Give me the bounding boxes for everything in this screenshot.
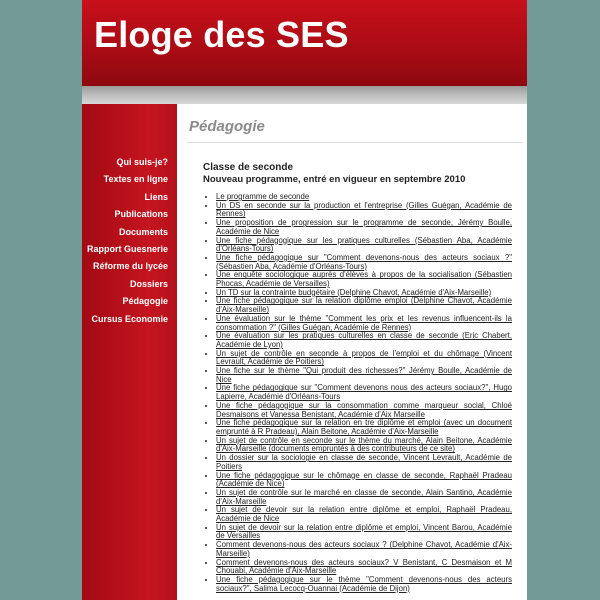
resource-link-list [203,193,512,593]
resource-link[interactable]: Un sujet de contrôle en seconde à propos de l'emploi et du chômage (Vincent Levrault, Académie de Poitiers) [216,348,512,367]
sidebar-item-pedagogie[interactable]: Pédagogie [122,296,168,307]
resource-link[interactable]: Une fiche pédagogique sur la relation en tre diplôme et emploi (avec un document emprunté à R Pradeau), Alain Beitone, Académie d'Aix-Marseille [216,418,512,436]
list-item [216,315,512,332]
resource-link[interactable]: Une fiche pédagogique sur "Comment devenons nous des acteurs sociaux?", Hugo Lapierre, Académie d'Orléans-Tours [216,383,512,402]
sidebar-nav [82,154,172,328]
resource-link[interactable]: Un TD sur la contrainte budgétaire (Delphine Chavot, Académie d'Aix-Marseille) [216,287,492,297]
list-item [216,237,512,254]
header-divider-band [82,86,527,104]
sidebar-item-qui-suis-je[interactable]: Qui suis-je? [116,157,168,167]
list-item [216,419,512,436]
list-item [216,202,512,219]
list-item [216,254,512,271]
resource-link[interactable]: Un sujet de devoir sur la relation entre diplôme et emploi, Vincent Barou, Académie de Versailles [216,522,512,541]
resource-link[interactable]: Une fiche pédagogique sur la consommation comme marqueur social, Chloé Desmaisons et Vanessa Benistant, Académie d'Aix Marseille [216,400,512,419]
list-item [216,384,512,401]
resource-link[interactable]: Une évaluation sur le thème "Comment les prix et les revenus influencent-ils la consommation ?" (Gilles Guégan, Académie de Rennes) [216,313,512,332]
resource-link[interactable]: Un DS en seconde sur la production et l'entreprise (Gilles Guégan, Académie de Rennes) [216,200,512,219]
resource-link[interactable]: Une proposition de progression sur le programme de seconde, Jérémy Boulle, Académie de Nice [216,218,512,236]
resource-link[interactable]: Une fiche pédagogique sur "Comment devenons-nous des acteurs sociaux ?" (Sébastien Aba, Académie d'Orléans-Tours) [216,252,512,271]
sidebar-item-reforme-du-lycee[interactable]: Réforme du lycée [92,261,168,272]
list-item [216,367,512,384]
list-item [216,219,512,236]
sidebar-item-publications[interactable]: Publications [114,209,168,220]
sidebar-item-rapport-guesnerie[interactable]: Rapport Guesnerie [86,243,168,254]
list-item [216,576,512,593]
sidebar-item-cursus-economie[interactable]: Cursus Economie [91,313,168,324]
list-item [216,271,512,288]
list-item [216,524,512,541]
sidebar-item-documents[interactable]: Documents [118,226,168,237]
resource-link[interactable]: Le programme de seconde [216,192,310,201]
section-subtitle: Nouveau programme, entré en vigueur en septembre 2010 [203,174,466,185]
resource-link[interactable]: Une fiche sur le thème "Qui produit des richesses?" Jérémy Boulle, Académie de Nice [216,366,512,384]
resource-link[interactable]: Une fiche pédagogique sur les pratiques culturelles (Sébastien Aba, Académie d'Orléans-Tours) [216,235,512,254]
sidebar [82,104,177,600]
resource-link[interactable]: Un sujet de contrôle sur le marché en classe de seconde, Alain Santino, Académie d'Aix-Marseille [216,487,512,506]
section-title: Classe de seconde [203,162,294,173]
resource-link[interactable]: Une évaluation sur les pratiques culturelles en classe de seconde (Eric Chabert, Académie de Lyon) [216,331,512,349]
site-title[interactable]: Eloge des SES [94,14,349,55]
list-item [216,402,512,419]
page-title: Pédagogie [189,118,265,135]
list-item [216,489,512,506]
site-header [82,0,527,86]
list-item [216,559,512,576]
resource-link[interactable]: Un dossier sur la sociologie en classe de seconde, Vincent Levrault, Académie de Poitiers [216,453,512,471]
sidebar-item-textes-en-ligne[interactable]: Textes en ligne [103,174,168,185]
list-item [216,454,512,471]
list-item [216,332,512,349]
list-item [216,297,512,314]
title-divider [187,142,523,143]
sidebar-item-liens[interactable]: Liens [144,191,168,202]
main-content [177,104,527,600]
resource-link[interactable]: Comment devenons-nous des acteurs sociaux? V Benistant, C Desmaison et M Chouabi, Académie d'Aix-Marseille [216,557,512,576]
resource-link[interactable]: Une enquête sociologique auprès d'élèves à propos de la socialisation (Sébastien Phocas, Académie de Versailles) [216,270,512,289]
list-item [216,541,512,558]
resource-link[interactable]: Un sujet de devoir sur la relation entre diplôme et emploi, Raphaël Pradeau, Académie de Nice [216,505,512,524]
list-item [216,350,512,367]
resource-link[interactable]: Un sujet de contrôle en seconde sur le thème du marché, Alain Beitone, Académie d'Aix-Marseille (documents empruntés à des contributeurs de ce site) [216,435,512,454]
sidebar-item-dossiers[interactable]: Dossiers [129,278,168,289]
list-item [216,472,512,489]
list-item [216,437,512,454]
resource-link[interactable]: Une fiche pédagogique sur le chômage en classe de seconde, Raphaël Pradeau (Académie de Nice) [216,470,512,489]
resource-link[interactable]: Comment devenons-nous des acteurs sociaux ? (Delphine Chavot, Académie d'Aix-Marseille) [216,540,512,558]
list-item [216,506,512,523]
resource-link[interactable]: Une fiche pédagogique sur la relation diplôme emploi (Delphine Chavot, Académie d'Aix-Marseille) [216,296,512,315]
resource-link[interactable]: Une fiche pédagogique sur le thème "Comment devenons-nous des acteurs sociaux?", Salima Lecocq-Ouannai (Académie de Dijon) [216,574,512,593]
